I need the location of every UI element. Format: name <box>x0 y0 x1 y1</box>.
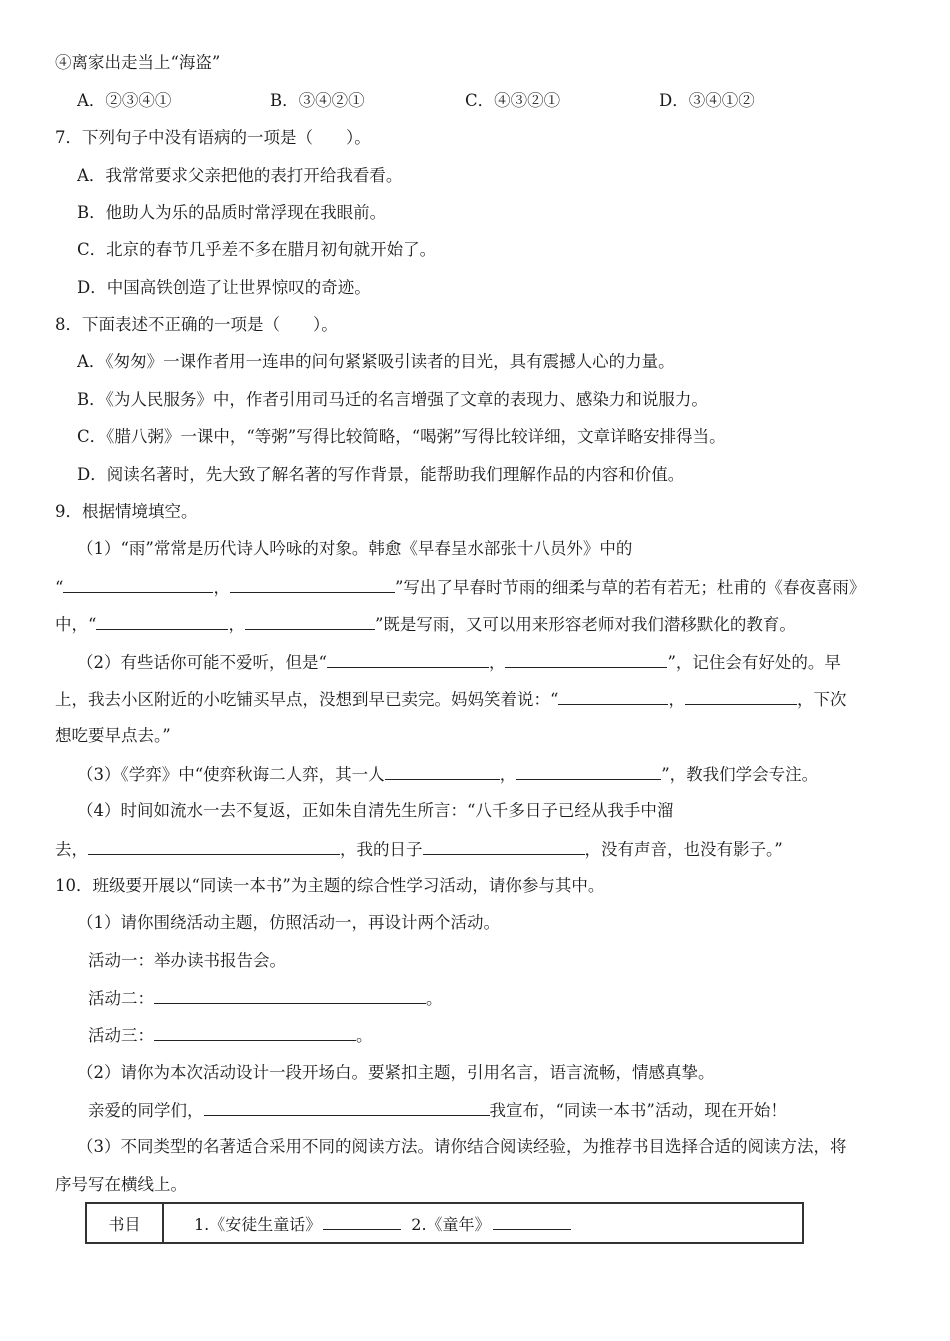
answer-blank[interactable] <box>88 838 340 855</box>
q10-activity2 <box>88 987 443 1010</box>
q9-part2-line3: 想吃要早点去。” <box>55 726 171 745</box>
q9-part3 <box>77 763 818 786</box>
q10-activity3 <box>88 1024 373 1047</box>
q6-option-a: A．②③④① <box>77 91 172 110</box>
table-books-cell <box>163 1203 803 1243</box>
table-row <box>86 1203 803 1243</box>
book-1: 1.《安徒生童话》 <box>194 1214 322 1234</box>
q9-part4-line2-pre: 去， <box>55 840 88 859</box>
q9-part4-line2-mid: ，我的日子 <box>340 840 423 859</box>
q6-option-d: D．③④①② <box>659 91 755 110</box>
answer-blank[interactable] <box>154 1024 356 1041</box>
q9-part1-line1: （1）“雨”常常是历代诗人吟咏的对象。韩愈《早春呈水部张十八员外》中的 <box>77 539 633 558</box>
q9-stem: 9．根据情境填空。 <box>55 502 198 521</box>
q9-part2-line2-post: ，下次 <box>796 690 847 709</box>
answer-blank[interactable] <box>493 1213 571 1230</box>
answer-blank[interactable] <box>423 838 585 855</box>
answer-blank[interactable] <box>323 1213 401 1230</box>
q7-stem: 7．下列句子中没有语病的一项是（ ）。 <box>55 128 371 147</box>
answer-blank[interactable] <box>327 651 489 668</box>
q6-option-c: C．④③②① <box>465 91 561 110</box>
q9-part1-line3-post: ”既是写雨，又可以用来形容老师对我们潜移默化的教育。 <box>374 615 796 634</box>
q7-option-a: A．我常常要求父亲把他的表打开给我看看。 <box>77 166 403 185</box>
book-list-table <box>85 1202 804 1244</box>
q8-option-d: D．阅读名著时，先大致了解名著的写作背景，能帮助我们理解作品的内容和价值。 <box>77 465 685 484</box>
q6-option-b: B．③④②① <box>270 91 365 110</box>
q10-stem: 10．班级要开展以“同读一本书”为主题的综合性学习活动，请你参与其中。 <box>55 876 605 895</box>
comma: ， <box>213 578 230 597</box>
q6-item-4: ④离家出走当上“海盗” <box>55 53 221 72</box>
open-quote: “ <box>55 578 64 597</box>
q9-part3-post: ”，教我们学会专注。 <box>661 765 819 784</box>
q10-part2: （2）请你为本次活动设计一段开场白。要紧扣主题，引用名言，语言流畅，情感真挚。 <box>77 1063 715 1082</box>
q7-option-b: B．他助人为乐的品质时常浮现在我眼前。 <box>77 203 387 222</box>
book-2: 2.《童年》 <box>411 1214 491 1234</box>
answer-blank[interactable] <box>230 576 395 593</box>
answer-blank[interactable] <box>63 576 213 593</box>
q10-part1: （1）请你围绕活动主题，仿照活动一，再设计两个活动。 <box>77 913 500 932</box>
table-header-cell: 书目 <box>86 1203 163 1243</box>
q8-option-a: A．《匆匆》一课作者用一连串的问句紧紧吸引读者的目光，具有震撼人心的力量。 <box>77 352 675 371</box>
q9-part2-line1-pre: （2）有些话你可能不爱听，但是“ <box>77 653 327 672</box>
q8-option-b: B．《为人民服务》中，作者引用司马迁的名言增强了文章的表现力、感染力和说服力。 <box>77 390 708 409</box>
answer-blank[interactable] <box>154 987 426 1004</box>
answer-blank[interactable] <box>385 763 500 780</box>
q9-part2-line2-pre: 上，我去小区附近的小吃铺买早点，没想到早已卖完。妈妈笑着说：“ <box>55 690 559 709</box>
q10-activity3-label: 活动三： <box>88 1026 154 1045</box>
q10-part3-line2: 序号写在横线上。 <box>55 1175 187 1194</box>
q10-activity1: 活动一：举办读书报告会。 <box>88 951 286 970</box>
q7-option-d: D．中国高铁创造了让世界惊叹的奇迹。 <box>77 278 371 297</box>
q9-part1-line3 <box>55 613 796 636</box>
answer-blank[interactable] <box>685 688 797 705</box>
answer-blank[interactable] <box>204 1099 490 1116</box>
q10-part3-line1: （3）不同类型的名著适合采用不同的阅读方法。请你结合阅读经验，为推荐书目选择合适的阅读方法，将 <box>77 1137 847 1156</box>
answer-blank[interactable] <box>245 613 375 630</box>
q10-opening-pre: 亲爱的同学们， <box>88 1101 204 1120</box>
q10-opening-line <box>88 1099 787 1122</box>
q10-activity2-label: 活动二： <box>88 989 154 1008</box>
q10-opening-post: 我宣布，“同读一本书”活动，现在开始！ <box>489 1101 787 1120</box>
q8-stem: 8．下面表述不正确的一项是（ ）。 <box>55 315 338 334</box>
q9-part1-line2-text: ”写出了早春时节雨的细柔与草的若有若无；杜甫的《春夜喜雨》 <box>394 578 866 597</box>
q9-part2-line2 <box>55 688 846 711</box>
q7-option-c: C．北京的春节几乎差不多在腊月初旬就开始了。 <box>77 240 437 259</box>
q9-part4-line2 <box>55 838 783 861</box>
comma: ， <box>228 615 245 634</box>
q9-part4-line1: （4）时间如流水一去不复返，正如朱自清先生所言：“八千多日子已经从我手中溜 <box>77 801 674 820</box>
q8-option-c: C．《腊八粥》一课中，“等粥”写得比较简略，“喝粥”写得比较详细，文章详略安排得当。 <box>77 427 726 446</box>
comma: ， <box>668 690 685 709</box>
q9-part3-pre: （3）《学弈》中“使弈秋诲二人弈，其一人 <box>77 765 385 784</box>
q9-part1-line3-pre: 中，“ <box>55 615 97 634</box>
answer-blank[interactable] <box>505 651 667 668</box>
period: 。 <box>426 989 443 1008</box>
q9-part4-line2-post: ，没有声音，也没有影子。” <box>584 840 783 859</box>
q9-part2-line1 <box>77 651 841 674</box>
period: 。 <box>356 1026 373 1045</box>
comma: ， <box>499 765 517 784</box>
answer-blank[interactable] <box>516 763 661 780</box>
answer-blank[interactable] <box>96 613 228 630</box>
q9-part2-line1-post: ”，记住会有好处的。早 <box>667 653 841 672</box>
q9-part1-line2 <box>55 576 865 599</box>
answer-blank[interactable] <box>558 688 668 705</box>
comma: ， <box>488 653 506 672</box>
